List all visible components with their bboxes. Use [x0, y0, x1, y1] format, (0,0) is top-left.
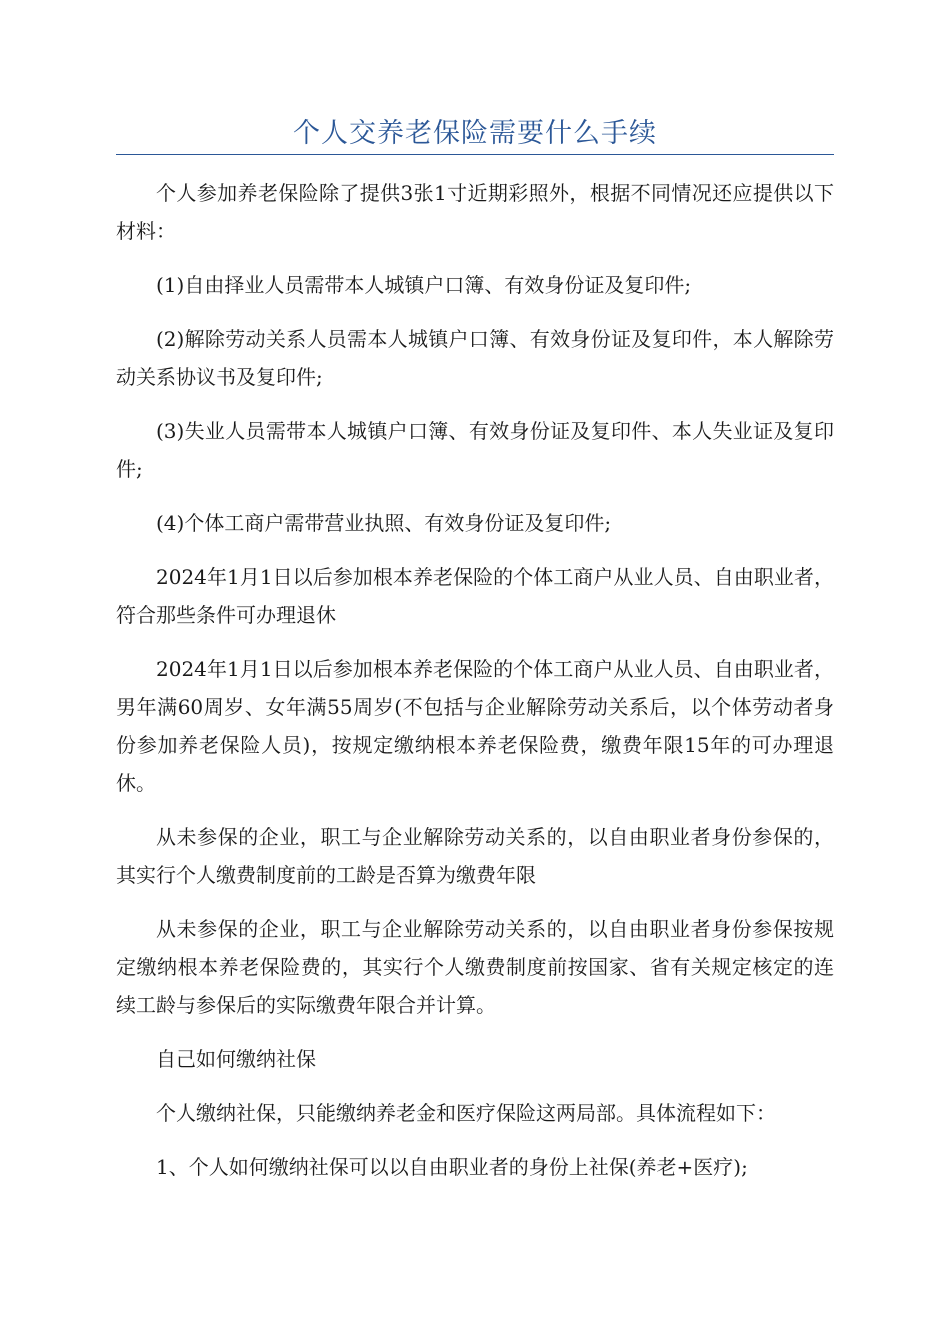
paragraph-retirement-question: 2024年1月1日以后参加根本养老保险的个体工商户从业人员、自由职业者，符合那些条件可办理退休 — [116, 565, 834, 627]
paragraph-retirement-answer: 2024年1月1日以后参加根本养老保险的个体工商户从业人员、自由职业者，男年满60周岁、女年满55周岁(不包括与企业解除劳动关系后，以个体劳动者身份参加养老保险人员)，按规定缴纳根本养老保险费，缴费年限15年的可办理退休。 — [116, 657, 834, 795]
paragraph-item-1: (1)自由择业人员需带本人城镇户口簿、有效身份证及复印件; — [156, 273, 692, 297]
paragraph-step-1: 1、个人如何缴纳社保可以以自由职业者的身份上社保(养老+医疗); — [156, 1155, 748, 1179]
title-underline — [116, 154, 834, 155]
document-title: 个人交养老保险需要什么手续 — [293, 118, 657, 149]
paragraph-self-pay-intro: 个人缴纳社保，只能缴纳养老金和医疗保险这两局部。具体流程如下： — [156, 1101, 776, 1125]
paragraph-item-2: (2)解除劳动关系人员需本人城镇户口簿、有效身份证及复印件，本人解除劳动关系协议书及复印件; — [116, 327, 834, 389]
paragraph-item-4: (4)个体工商户需带营业执照、有效身份证及复印件; — [156, 511, 612, 535]
paragraph-seniority-question: 从未参保的企业，职工与企业解除劳动关系的，以自由职业者身份参保的，其实行个人缴费制度前的工龄是否算为缴费年限 — [116, 825, 834, 887]
paragraph-heading-self-pay: 自己如何缴纳社保 — [156, 1047, 316, 1071]
document-body — [116, 174, 834, 1202]
paragraph-item-3: (3)失业人员需带本人城镇户口簿、有效身份证及复印件、本人失业证及复印件; — [116, 419, 834, 481]
paragraph-intro: 个人参加养老保险除了提供3张1寸近期彩照外，根据不同情况还应提供以下材料： — [116, 181, 834, 243]
paragraph-seniority-answer: 从未参保的企业，职工与企业解除劳动关系的，以自由职业者身份参保按规定缴纳根本养老保险费的，其实行个人缴费制度前按国家、省有关规定核定的连续工龄与参保后的实际缴费年限合并计算。 — [116, 917, 834, 1017]
